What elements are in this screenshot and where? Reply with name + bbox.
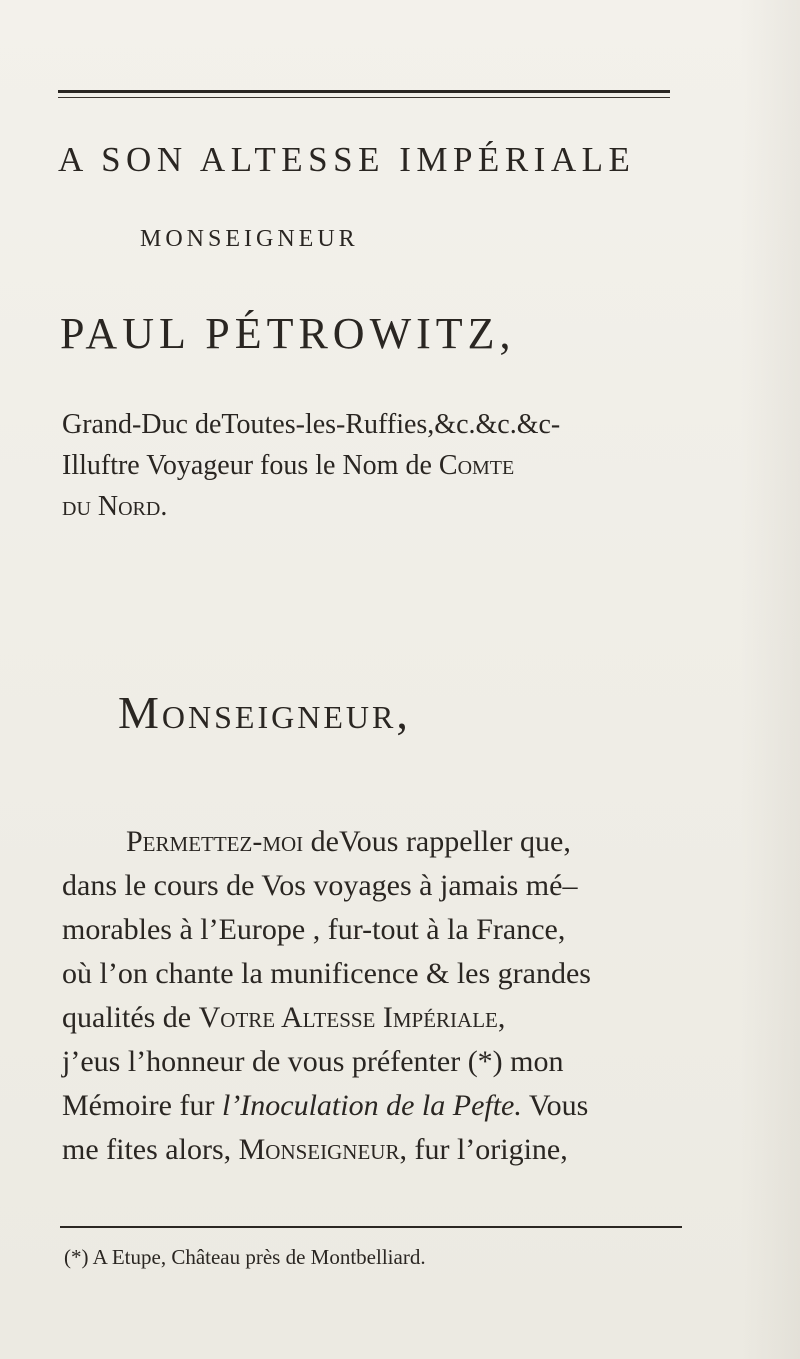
body-line-6: j’eus l’honneur de vous préfenter (*) mon [62,1045,564,1078]
footnote-rule [60,1226,682,1228]
footnote: (*) A Etupe, Château près de Montbelliard. [64,1245,426,1269]
dedication-title: A SON ALTESSE IMPÉRIALE [58,140,636,179]
dedicatee-name: PAUL PÉTROWITZ, [60,309,516,358]
dedicatee-titles [62,404,742,527]
titles-line-1: Grand-Duc deToutes-les-Ruffies,&c.&c.&c- [62,409,561,440]
titles-line-3: du Nord. [62,491,168,522]
body-line-4: où l’on chante la munificence & les grandes [62,957,591,990]
salutation: Monseigneur, [118,687,411,738]
body-line-3: morables à l’Europe , fur-tout à la France, [62,913,566,946]
body-line-5: qualités de Votre Altesse Impériale, [62,1001,506,1034]
body-line-1: Permettez-moi deVous rappeller que, [126,825,571,858]
body-paragraph [62,820,752,1172]
titles-line-2: Illuftre Voyageur fous le Nom de Comte [62,450,515,481]
body-line-8: me fites alors, Monseigneur, fur l’origine, [62,1133,568,1166]
page-edge-shadow [740,0,800,1359]
body-line-2: dans le cours de Vos voyages à jamais mé– [62,869,578,902]
body-line-7: Mémoire fur l’Inoculation de la Pefte. Vous [62,1089,589,1122]
top-rule-thick [58,90,670,93]
dedication-subtitle: MONSEIGNEUR [140,226,359,252]
top-rule-thin [58,97,670,98]
